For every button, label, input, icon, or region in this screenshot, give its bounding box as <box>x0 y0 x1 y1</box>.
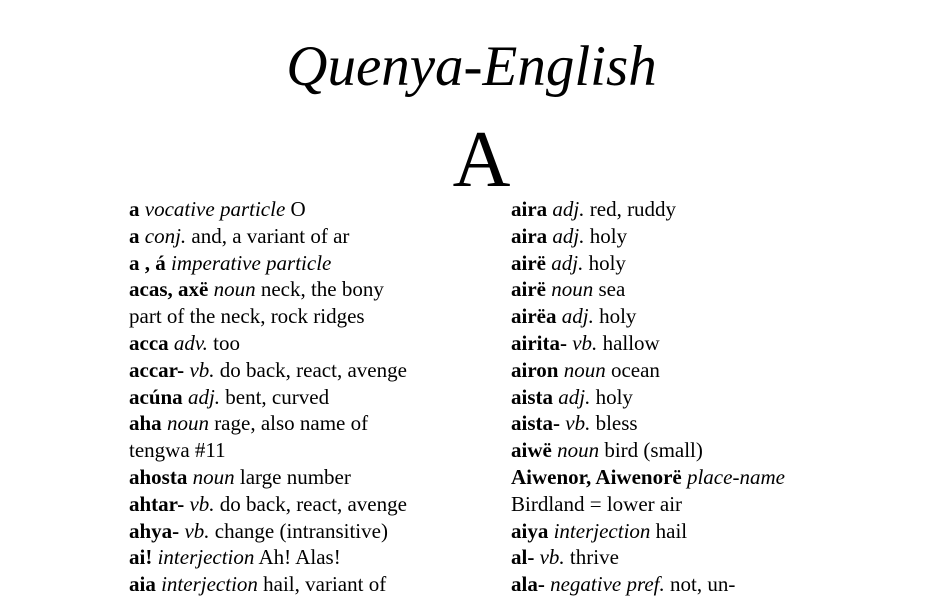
entry-headword: aista- <box>511 411 560 436</box>
entry-part-of-speech: noun <box>563 357 606 382</box>
entry-headword: acas, axë <box>129 277 209 302</box>
entry-line <box>129 223 459 250</box>
entry-headword: acca <box>129 330 169 355</box>
entry-headword: Aiwenor, Aiwenorë <box>511 464 682 489</box>
entry-part-of-speech: adj. <box>552 223 585 248</box>
entry-part-of-speech: vb. <box>189 357 215 382</box>
entry-headword: airon <box>511 357 559 382</box>
entry-line <box>129 303 459 330</box>
entry-definition: tengwa #11 <box>129 438 226 463</box>
entry-line <box>511 330 936 357</box>
entry-definition: holy <box>588 250 626 275</box>
right-column <box>511 196 936 598</box>
entry-line <box>129 464 459 491</box>
entry-line <box>129 357 459 384</box>
entry-part-of-speech: vocative particle <box>144 197 286 221</box>
entry-definition: holy <box>595 384 633 409</box>
entry-headword: aista <box>511 384 553 409</box>
entry-headword: aira <box>511 223 548 248</box>
entry-part-of-speech: vb. <box>184 518 210 543</box>
entry-line <box>511 223 936 250</box>
entry-definition: holy <box>589 223 628 248</box>
entry-definition: bless <box>595 411 638 436</box>
entry-line <box>511 276 936 303</box>
entry-part-of-speech: adj. <box>558 384 591 409</box>
entry-headword: airëa <box>511 304 557 329</box>
entry-definition: hallow <box>602 330 660 355</box>
entry-headword: a , á <box>129 250 166 275</box>
entry-part-of-speech: noun <box>192 464 235 489</box>
entry-part-of-speech: negative pref. <box>550 572 665 597</box>
entry-part-of-speech: noun <box>557 438 600 463</box>
entry-line <box>129 544 459 571</box>
entry-definition: hail, variant of <box>263 572 387 597</box>
entry-line <box>511 384 936 411</box>
entry-line <box>511 464 936 491</box>
entry-part-of-speech: imperative particle <box>171 250 332 275</box>
entry-line <box>129 491 459 518</box>
entry-headword: ahya- <box>129 518 180 543</box>
entry-headword: a <box>129 197 140 221</box>
entry-headword: ai! <box>129 545 153 570</box>
entry-part-of-speech: adv. <box>173 330 208 355</box>
entry-part-of-speech: adj. <box>561 304 594 329</box>
entry-definition: and, a variant of ar <box>191 223 350 248</box>
entry-part-of-speech: adj. <box>552 197 585 221</box>
entry-definition: bird (small) <box>604 438 703 463</box>
entry-line <box>129 196 459 223</box>
entry-line <box>511 571 936 598</box>
entry-definition: ocean <box>610 357 660 382</box>
entry-headword: ahosta <box>129 464 188 489</box>
entry-headword: aiya <box>511 518 549 543</box>
entry-part-of-speech: vb. <box>572 330 598 355</box>
entry-definition: red, ruddy <box>589 197 677 221</box>
entry-line <box>511 491 936 518</box>
section-letter: A <box>452 116 511 204</box>
entry-line <box>129 276 459 303</box>
entry-line <box>511 357 936 384</box>
entry-headword: aiwë <box>511 438 552 463</box>
entry-definition: change (intransitive) <box>214 518 388 543</box>
entry-definition: Ah! Alas! <box>258 545 341 570</box>
entry-part-of-speech: conj. <box>144 223 187 248</box>
entry-line <box>129 250 459 277</box>
entry-headword: aha <box>129 411 162 436</box>
entry-line <box>511 518 936 545</box>
entry-part-of-speech: place-name <box>686 464 785 489</box>
entry-headword: aia <box>129 572 156 597</box>
entry-part-of-speech: adj. <box>187 384 221 409</box>
entry-part-of-speech: noun <box>551 277 594 302</box>
entry-headword: aira <box>511 197 548 221</box>
entry-definition: sea <box>598 277 626 302</box>
entry-definition: part of the neck, rock ridges <box>129 304 365 329</box>
entry-headword: ahtar- <box>129 491 185 516</box>
entry-part-of-speech: vb. <box>565 411 591 436</box>
entry-part-of-speech: interjection <box>157 545 255 570</box>
entry-headword: airë <box>511 277 546 302</box>
entry-line <box>129 410 459 437</box>
entry-definition: too <box>213 330 241 355</box>
entry-definition: neck, the bony <box>260 277 384 302</box>
entry-part-of-speech: noun <box>166 411 209 436</box>
entry-part-of-speech: interjection <box>553 518 651 543</box>
entry-headword: acúna <box>129 384 183 409</box>
entry-part-of-speech: adj. <box>551 250 584 275</box>
entry-definition: holy <box>599 304 637 329</box>
entry-line <box>129 384 459 411</box>
entry-headword: airë <box>511 250 546 275</box>
entry-definition: Birdland = lower air <box>511 491 683 516</box>
entry-definition: do back, react, avenge <box>219 491 407 516</box>
entry-line <box>129 330 459 357</box>
entry-part-of-speech: vb. <box>539 545 565 570</box>
entry-headword: accar- <box>129 357 185 382</box>
entry-definition: large number <box>239 464 351 489</box>
entry-definition: hail <box>655 518 688 543</box>
entry-line <box>129 571 459 598</box>
entry-definition: not, un- <box>670 572 736 597</box>
entry-line <box>511 437 936 464</box>
entry-definition: bent, curved <box>225 384 330 409</box>
page-title: Quenya-English <box>286 35 657 98</box>
entry-part-of-speech: interjection <box>161 572 258 597</box>
entry-line <box>511 196 936 223</box>
entry-line <box>511 250 936 277</box>
left-column <box>129 196 459 598</box>
entry-part-of-speech: noun <box>213 277 256 302</box>
entry-line <box>511 303 936 330</box>
entry-definition: rage, also name of <box>214 411 369 436</box>
entry-definition: thrive <box>569 545 619 570</box>
entry-headword: al- <box>511 545 535 570</box>
entry-line <box>511 544 936 571</box>
entry-headword: ala- <box>511 572 545 597</box>
entry-line <box>511 410 936 437</box>
entry-headword: airita- <box>511 330 567 355</box>
entry-line <box>129 518 459 545</box>
entry-headword: a <box>129 223 140 248</box>
entry-line <box>129 437 459 464</box>
entry-definition: do back, react, avenge <box>219 357 407 382</box>
entry-part-of-speech: vb. <box>189 491 215 516</box>
entry-definition: O <box>290 197 306 221</box>
